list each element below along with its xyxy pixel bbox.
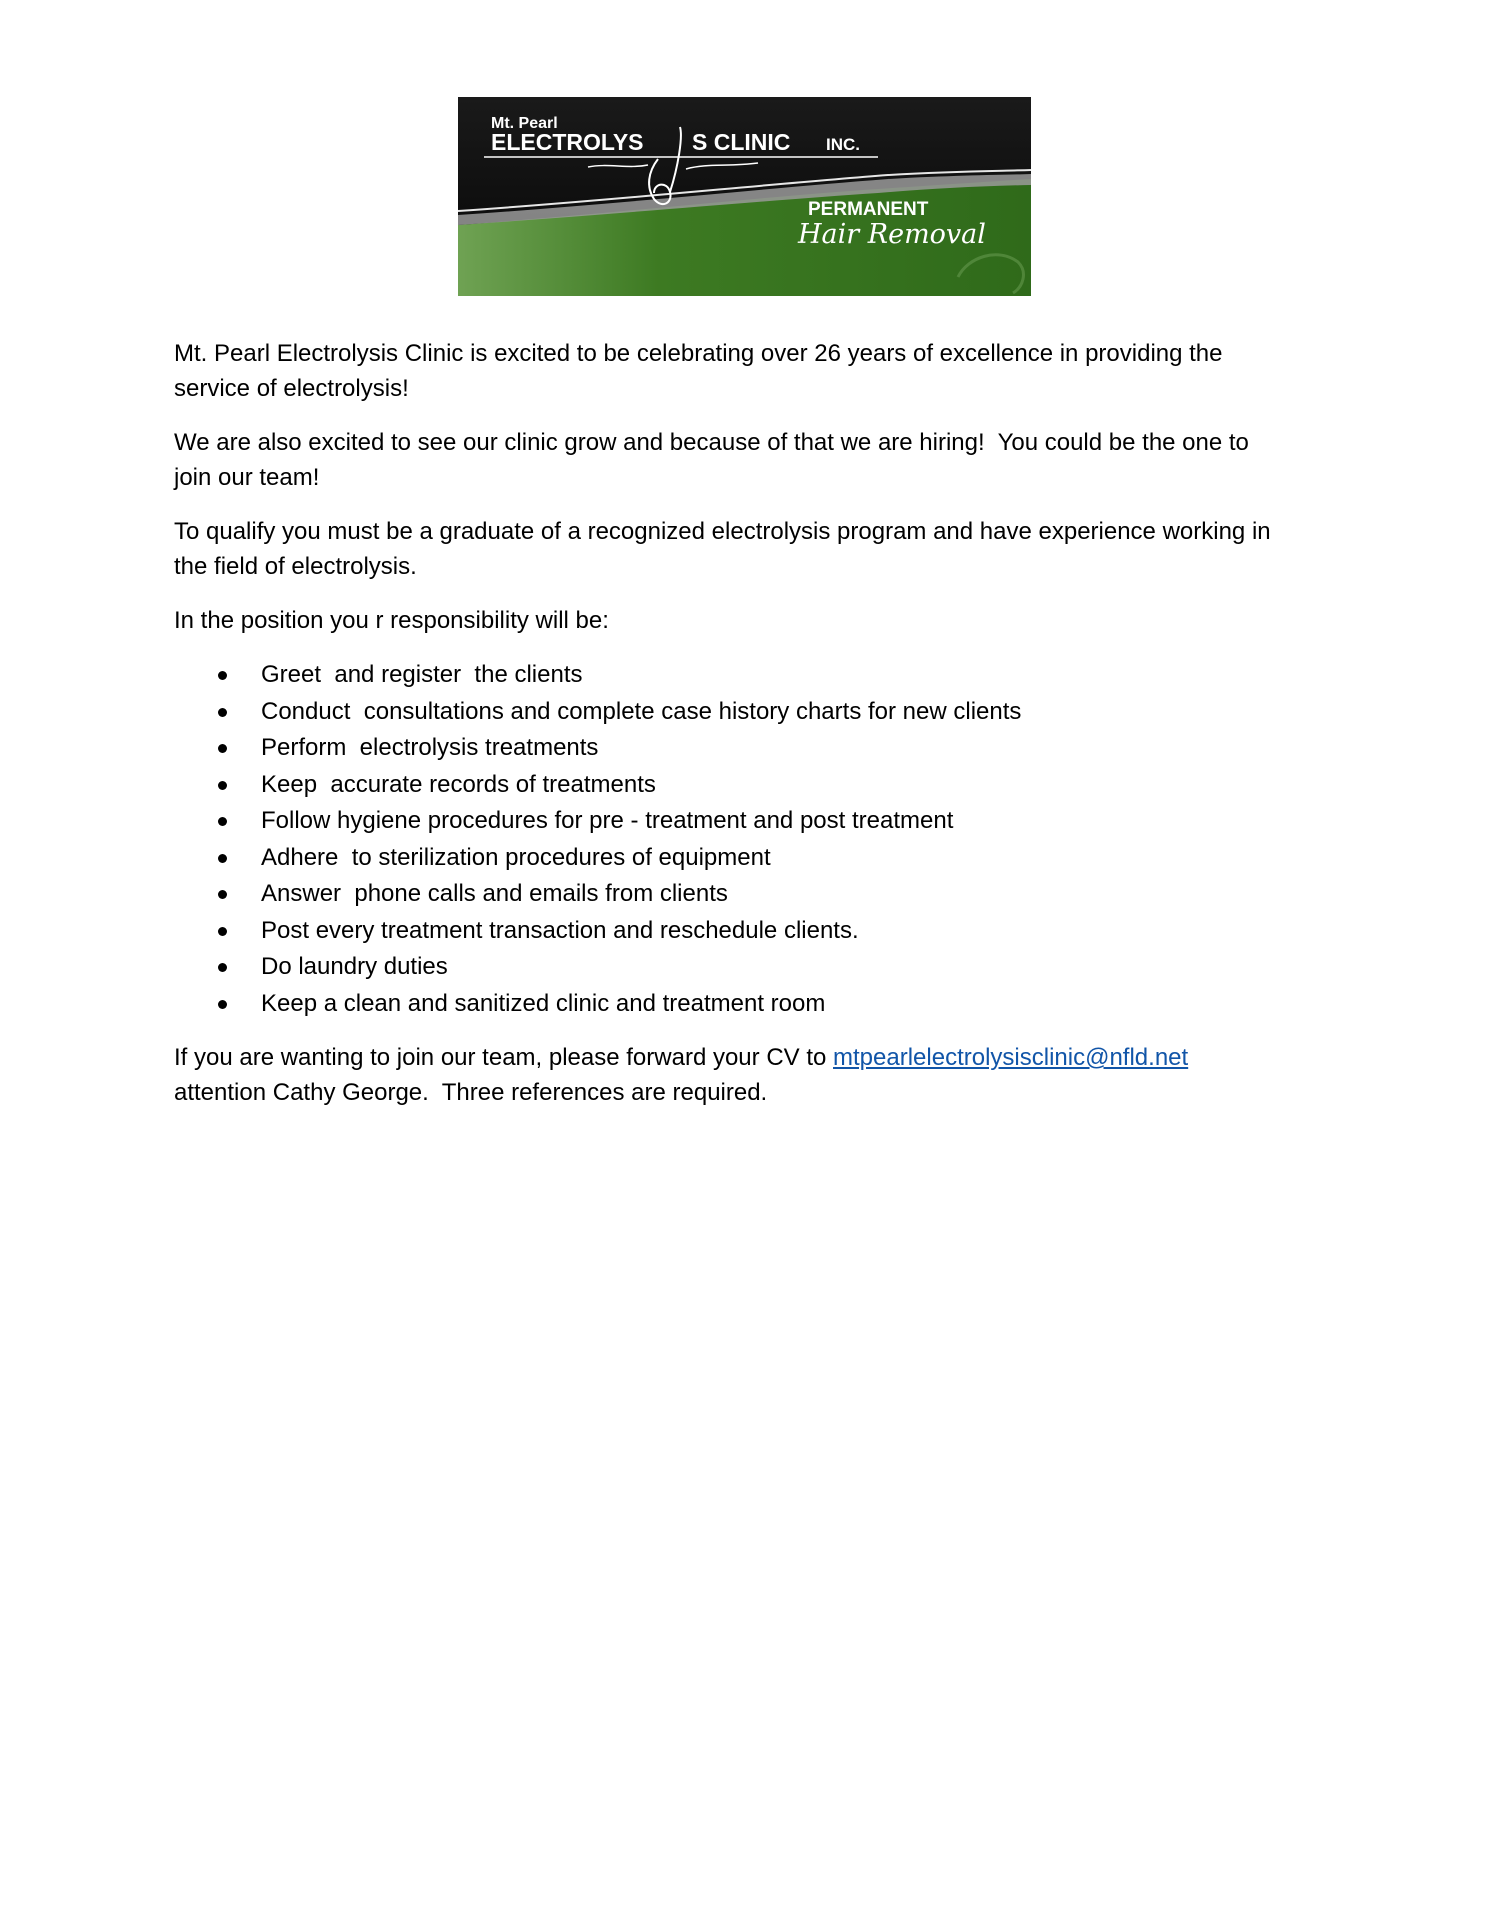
list-item-text: Post every treatment transaction and reschedule clients. xyxy=(261,916,859,944)
logo-line2-suffix: INC. xyxy=(826,135,860,154)
bullet-icon xyxy=(218,817,227,826)
bullet-icon xyxy=(218,744,227,753)
logo-line2-right: S CLINIC xyxy=(692,129,791,155)
list-item-text: Perform electrolysis treatments xyxy=(261,734,599,761)
list-item-text: Conduct consultations and complete case history charts for new clients xyxy=(261,697,1022,725)
hiring-line-1: We are also excited to see our clinic grow and because of that we are hiring! You could be the one to xyxy=(174,429,1249,456)
list-item xyxy=(174,767,1324,804)
qualify-line-2: the field of electrolysis. xyxy=(174,553,417,580)
intro-line-2: service of electrolysis! xyxy=(174,375,409,402)
hiring-line-2: join our team! xyxy=(174,464,320,491)
bullet-icon xyxy=(218,708,227,717)
intro-line-1: Mt. Pearl Electrolysis Clinic is excited to be celebrating over 26 years of excellence in providing the xyxy=(174,340,1223,367)
list-item xyxy=(174,876,1324,913)
list-item xyxy=(174,840,1324,877)
bullet-icon xyxy=(218,1000,227,1009)
list-item xyxy=(174,913,1324,950)
responsibility-list xyxy=(174,657,1324,1022)
responsibility-intro: In the position you r responsibility will be: xyxy=(174,607,609,634)
list-item-text: Greet and register the clients xyxy=(261,661,583,688)
intro-paragraph xyxy=(174,336,1324,406)
logo-line1: Mt. Pearl xyxy=(491,115,558,132)
list-item xyxy=(174,730,1324,767)
hiring-paragraph xyxy=(174,425,1324,495)
document-body xyxy=(174,336,1324,1129)
logo-tag-line2: Hair Removal xyxy=(798,219,986,250)
list-item xyxy=(174,949,1324,986)
list-item-text: Answer phone calls and emails from clients xyxy=(261,880,728,907)
closing-line-2: attention Cathy George. Three references are required. xyxy=(174,1079,768,1106)
closing-paragraph xyxy=(174,1040,1324,1110)
logo-line2-left: ELECTROLYS xyxy=(491,129,644,155)
list-item-text: Keep accurate records of treatments xyxy=(261,770,656,798)
list-item xyxy=(174,803,1324,840)
bullet-icon xyxy=(218,671,227,680)
list-item xyxy=(174,694,1324,731)
bullet-icon xyxy=(218,927,227,936)
list-item xyxy=(174,986,1324,1023)
list-item-text: Do laundry duties xyxy=(261,953,448,980)
closing-before-email: If you are wanting to join our team, please forward your CV to xyxy=(174,1044,834,1071)
bullet-icon xyxy=(218,963,227,972)
email-link[interactable]: mtpearlelectrolysisclinic@nfld.net xyxy=(833,1044,1189,1071)
bullet-icon xyxy=(218,890,227,899)
clinic-logo xyxy=(458,97,1031,296)
list-item-text: Follow hygiene procedures for pre - treatment and post treatment xyxy=(261,807,954,834)
list-item-text: Keep a clean and sanitized clinic and treatment room xyxy=(261,989,826,1017)
qualify-line-1: To qualify you must be a graduate of a recognized electrolysis program and have experience working in xyxy=(174,518,1271,545)
bullet-icon xyxy=(218,781,227,790)
logo-tag-line1: PERMANENT xyxy=(808,199,929,220)
list-item-text: Adhere to sterilization procedures of equipment xyxy=(261,843,771,871)
list-item xyxy=(174,657,1324,694)
bullet-icon xyxy=(218,854,227,863)
qualify-paragraph xyxy=(174,514,1324,584)
